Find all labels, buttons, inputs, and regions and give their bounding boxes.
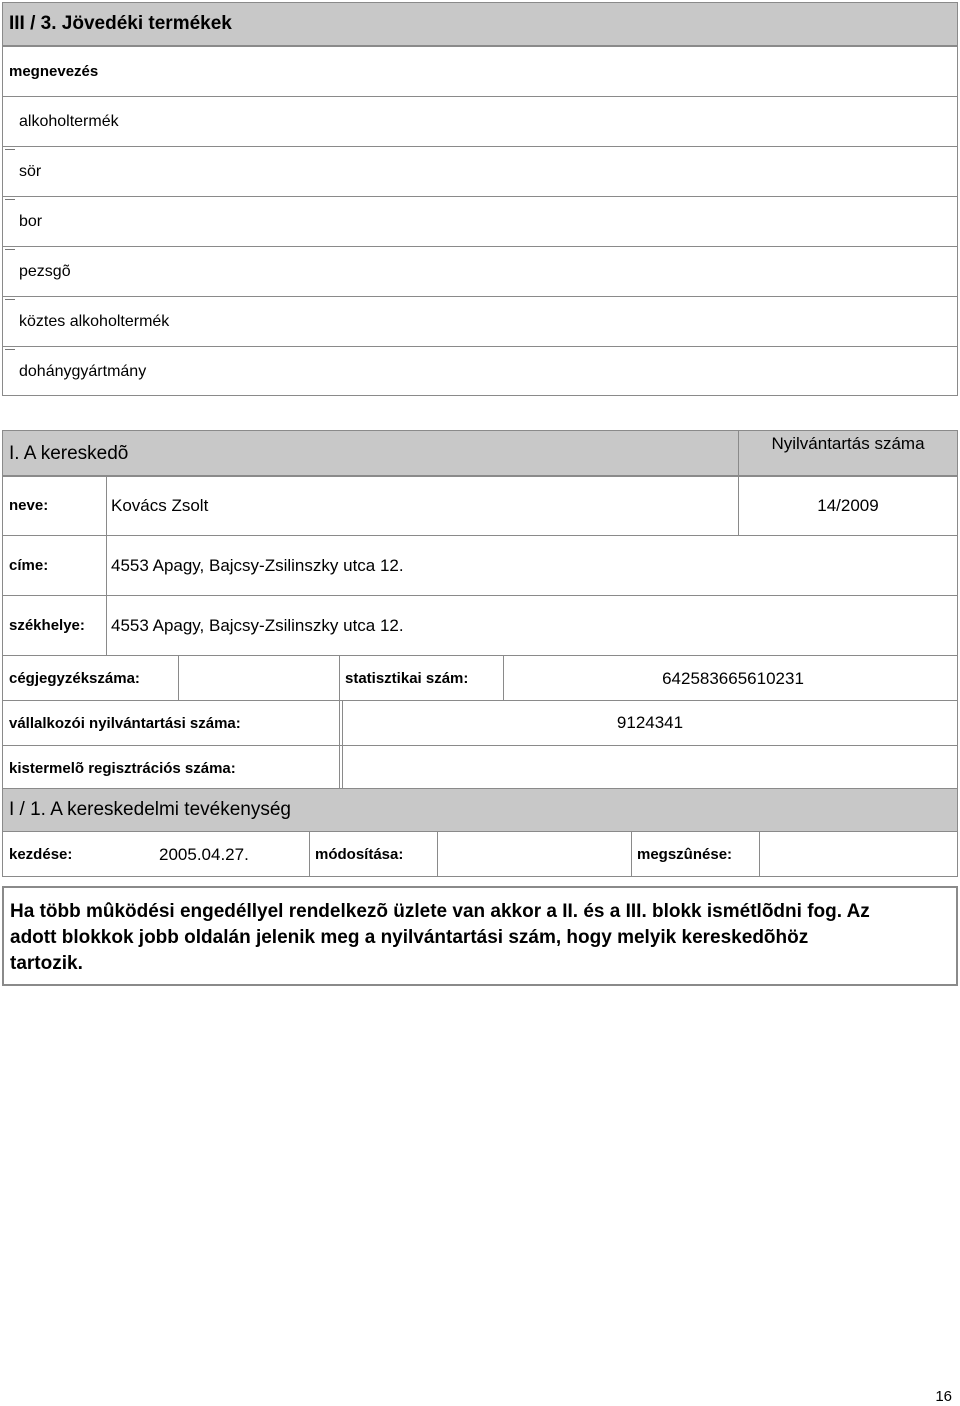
checkbox-mark bbox=[5, 349, 15, 350]
divider bbox=[437, 832, 438, 876]
end-label: megszûnése: bbox=[637, 846, 733, 863]
registry-value: 14/2009 bbox=[817, 496, 879, 515]
divider bbox=[759, 832, 760, 876]
product-list-header: megnevezés bbox=[9, 63, 99, 80]
activity-row bbox=[2, 831, 958, 877]
seat-value: 4553 Apagy, Bajcsy-Zsilinszky utca 12. bbox=[111, 616, 404, 635]
checkbox-mark bbox=[5, 249, 15, 250]
divider bbox=[339, 701, 340, 745]
address-label: címe: bbox=[9, 557, 49, 574]
product-item: köztes alkoholtermék bbox=[19, 313, 170, 330]
registry-header-label: Nyilvántartás száma bbox=[771, 434, 925, 453]
entrepreneur-value: 9124341 bbox=[616, 713, 684, 732]
product-item: bor bbox=[19, 213, 43, 230]
seat-row bbox=[2, 595, 958, 656]
smallproducer-label: kistermelõ regisztrációs száma: bbox=[9, 760, 236, 777]
modified-label: módosítása: bbox=[315, 846, 404, 863]
divider bbox=[631, 832, 632, 876]
note-text: Ha több mûködési engedéllyel rendelkezõ üzlete van akkor a II. és a III. blokk ismétlõdni fog. Az adott blokkok jobb oldalán jelenik meg a nyilvántartási szám, hogy melyik kereskedõhöz tartozik. bbox=[10, 901, 870, 974]
divider bbox=[106, 536, 107, 595]
name-value: Kovács Zsolt bbox=[111, 496, 209, 515]
divider bbox=[106, 477, 107, 535]
product-item: pezsgõ bbox=[19, 263, 71, 280]
divider bbox=[342, 746, 343, 788]
start-value: 2005.04.27. bbox=[159, 845, 249, 864]
note-box bbox=[2, 886, 958, 986]
divider bbox=[309, 832, 310, 876]
entrepreneur-row bbox=[2, 700, 958, 746]
divider bbox=[3, 196, 957, 197]
product-item: dohánygyártmány bbox=[19, 363, 147, 380]
checkbox-mark bbox=[5, 199, 15, 200]
divider bbox=[178, 656, 179, 700]
stat-value: 642583665610231 bbox=[662, 669, 804, 688]
name-label: neve: bbox=[9, 497, 49, 514]
start-label: kezdése: bbox=[9, 846, 73, 863]
seat-label: székhelye: bbox=[9, 617, 85, 634]
activity-header bbox=[2, 788, 958, 832]
section-header bbox=[2, 2, 958, 46]
trader-header bbox=[2, 430, 739, 476]
activity-title: I / 1. A kereskedelmi tevékenység bbox=[9, 799, 291, 820]
address-row bbox=[2, 535, 958, 596]
section-title: III / 3. Jövedéki termékek bbox=[9, 13, 232, 34]
company-row bbox=[2, 655, 958, 701]
product-item: sör bbox=[19, 163, 42, 180]
divider bbox=[3, 146, 957, 147]
divider bbox=[3, 296, 957, 297]
checkbox-mark bbox=[5, 149, 15, 150]
trader-title: I. A kereskedõ bbox=[9, 443, 129, 464]
stat-label: statisztikai szám: bbox=[345, 670, 469, 687]
address-value: 4553 Apagy, Bajcsy-Zsilinszky utca 12. bbox=[111, 556, 404, 575]
product-item: alkoholtermék bbox=[19, 113, 119, 130]
divider bbox=[3, 246, 957, 247]
divider bbox=[339, 746, 340, 788]
registry-header bbox=[738, 430, 958, 476]
entrepreneur-label: vállalkozói nyilvántartási száma: bbox=[9, 715, 241, 732]
divider bbox=[3, 96, 957, 97]
name-row bbox=[2, 476, 739, 536]
company-reg-label: cégjegyzékszáma: bbox=[9, 670, 140, 687]
registry-cell bbox=[738, 476, 958, 536]
divider bbox=[3, 346, 957, 347]
page-number: 16 bbox=[935, 1388, 952, 1405]
smallproducer-row bbox=[2, 745, 958, 789]
product-list bbox=[2, 46, 958, 396]
divider bbox=[339, 656, 340, 700]
checkbox-mark bbox=[5, 299, 15, 300]
divider bbox=[106, 596, 107, 655]
